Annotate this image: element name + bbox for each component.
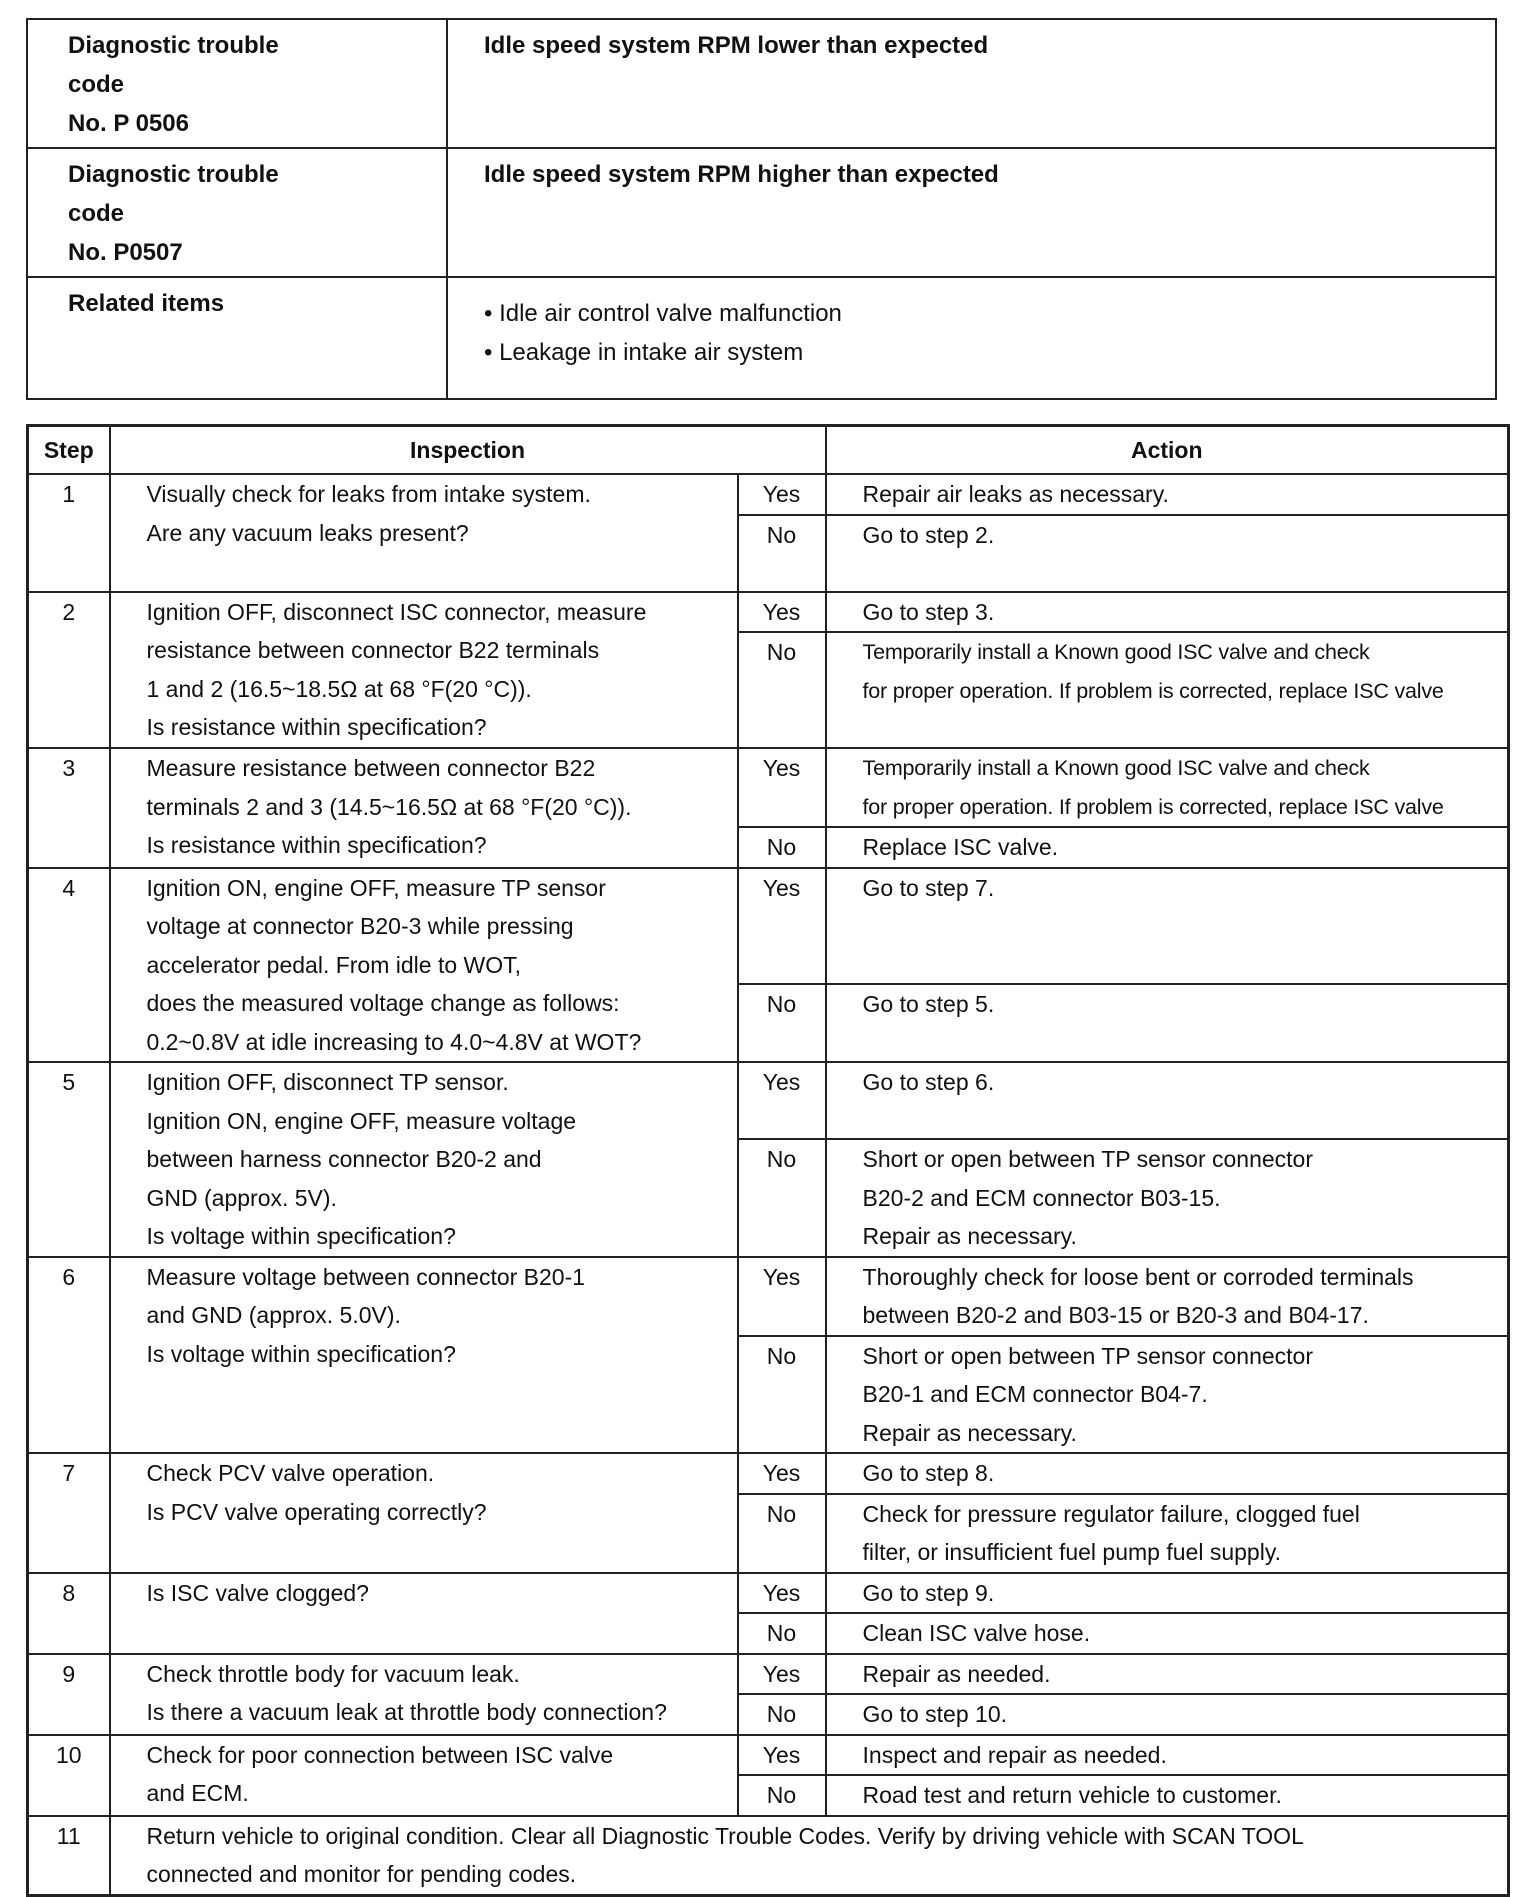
inspection-line: Is voltage within specification?	[146, 1223, 456, 1249]
step-number: 10	[28, 1735, 110, 1816]
no-action	[826, 1494, 1509, 1573]
inspection-line: Are any vacuum leaks present?	[146, 519, 469, 546]
action-line: Go to step 6.	[862, 1069, 995, 1095]
inspection-line: Check PCV valve operation.	[146, 1460, 435, 1486]
step-number: 9	[28, 1654, 110, 1735]
no-label: No	[738, 1775, 826, 1816]
inspection-line: Check for poor connection between ISC valve	[146, 1741, 614, 1768]
action-line: filter, or insufficient fuel pump fuel supply.	[862, 1539, 1281, 1565]
yes-action	[826, 1453, 1509, 1494]
inspection-line: Is resistance within specification?	[146, 714, 487, 740]
step-inspection	[110, 1654, 738, 1735]
yes-label: Yes	[738, 1062, 826, 1139]
step-row	[28, 1735, 1509, 1776]
inspection-line: Check throttle body for vacuum leak.	[146, 1660, 520, 1687]
step-inspection	[110, 1257, 738, 1454]
inspection-body	[28, 474, 1509, 1895]
step-inspection	[110, 1735, 738, 1816]
inspection-line: Measure resistance between connector B22	[146, 755, 596, 781]
dtc-code: No. P 0506	[68, 110, 189, 137]
related-items-list	[447, 277, 1496, 399]
dtc-description: Idle speed system RPM higher than expected	[447, 148, 1496, 277]
step-number: 8	[28, 1573, 110, 1654]
dtc-label	[27, 19, 447, 148]
dtc-info-table	[26, 18, 1497, 400]
yes-label: Yes	[738, 474, 826, 515]
action-line: Go to step 2.	[862, 521, 995, 548]
dtc-code: No. P0507	[68, 239, 183, 266]
inspection-line: Is ISC valve clogged?	[146, 1579, 369, 1606]
yes-action	[826, 1654, 1509, 1695]
no-label: No	[738, 1336, 826, 1454]
action-line: Short or open between TP sensor connector	[862, 1342, 1314, 1369]
inspection-line: terminals 2 and 3 (14.5~16.5Ω at 68 °F(20 °C)).	[146, 793, 632, 820]
action-line: Go to step 3.	[862, 598, 995, 625]
yes-action	[826, 1062, 1509, 1139]
inspection-line: Ignition OFF, disconnect TP sensor.	[146, 1069, 509, 1095]
step-row	[28, 1573, 1509, 1614]
action-line: Go to step 9.	[862, 1579, 995, 1606]
action-line: Go to step 8.	[862, 1460, 995, 1486]
step-row	[28, 1257, 1509, 1336]
action-line: B20-2 and ECM connector B03-15.	[862, 1184, 1221, 1211]
yes-action	[826, 1257, 1509, 1336]
step-inspection	[110, 748, 738, 868]
no-label: No	[738, 515, 826, 592]
step-inspection	[110, 592, 738, 749]
yes-action	[826, 1735, 1509, 1776]
related-items-row	[27, 277, 1496, 399]
inspection-line: voltage at connector B20-3 while pressing	[146, 913, 574, 939]
yes-label: Yes	[738, 1573, 826, 1614]
step-row	[28, 1453, 1509, 1494]
no-label: No	[738, 1694, 826, 1735]
yes-action	[826, 592, 1509, 633]
inspection-line: between harness connector B20-2 and	[146, 1146, 542, 1172]
step-number: 7	[28, 1453, 110, 1573]
action-line: Temporarily install a Known good ISC valve and check	[862, 756, 1370, 780]
action-line: between B20-2 and B03-15 or B20-3 and B04-17.	[862, 1302, 1369, 1328]
inspection-line: Ignition ON, engine OFF, measure voltage	[146, 1107, 577, 1134]
inspection-line: Is voltage within specification?	[146, 1340, 456, 1367]
step-row	[28, 474, 1509, 515]
step-number: 1	[28, 474, 110, 592]
final-step-text	[110, 1816, 1509, 1896]
inspection-line: does the measured voltage change as follows:	[146, 990, 620, 1016]
action-line: Repair as needed.	[862, 1660, 1051, 1687]
no-action	[826, 827, 1509, 868]
no-action	[826, 1139, 1509, 1257]
yes-action	[826, 748, 1509, 827]
yes-label: Yes	[738, 1654, 826, 1695]
action-line: for proper operation. If problem is corrected, replace ISC valve	[862, 678, 1444, 703]
no-action	[826, 632, 1509, 748]
no-action	[826, 984, 1509, 1062]
action-line: Replace ISC valve.	[862, 834, 1059, 860]
inspection-header-row	[28, 426, 1509, 475]
inspection-line: Is resistance within specification?	[146, 832, 487, 858]
action-line: Short or open between TP sensor connector	[862, 1146, 1314, 1172]
inspection-line: Measure voltage between connector B20-1	[146, 1263, 586, 1290]
yes-label: Yes	[738, 1453, 826, 1494]
no-action	[826, 515, 1509, 592]
final-step-row	[28, 1816, 1509, 1896]
step-inspection	[110, 868, 738, 1063]
inspection-line: Ignition OFF, disconnect ISC connector, measure	[146, 598, 647, 625]
inspection-line: and GND (approx. 5.0V).	[146, 1302, 401, 1328]
no-label: No	[738, 984, 826, 1062]
inspection-line: Visually check for leaks from intake system.	[146, 481, 591, 507]
inspection-line: Is PCV valve operating correctly?	[146, 1498, 487, 1525]
action-line: Go to step 5.	[862, 991, 995, 1018]
action-line: Repair air leaks as necessary.	[862, 481, 1169, 507]
action-line: Repair as necessary.	[862, 1223, 1077, 1249]
action-line: for proper operation. If problem is corrected, replace ISC valve	[862, 794, 1444, 819]
header-inspection: Inspection	[110, 426, 826, 475]
no-action	[826, 1775, 1509, 1816]
no-label: No	[738, 827, 826, 868]
header-step: Step	[28, 426, 110, 475]
action-line: Thoroughly check for loose bent or corroded terminals	[862, 1263, 1414, 1290]
dtc-description: Idle speed system RPM lower than expected	[447, 19, 1496, 148]
no-label: No	[738, 1613, 826, 1654]
step-row	[28, 868, 1509, 985]
step-number: 6	[28, 1257, 110, 1454]
no-label: No	[738, 1494, 826, 1573]
step-number: 2	[28, 592, 110, 749]
no-action	[826, 1336, 1509, 1454]
no-action	[826, 1694, 1509, 1735]
inspection-line: accelerator pedal. From idle to WOT,	[146, 951, 522, 978]
final-step-line: connected and monitor for pending codes.	[146, 1861, 577, 1887]
action-line: Road test and return vehicle to customer.	[862, 1782, 1282, 1808]
yes-label: Yes	[738, 868, 826, 985]
action-line: Temporarily install a Known good ISC valve and check	[862, 640, 1370, 664]
step-number: 11	[28, 1816, 110, 1896]
action-line: Inspect and repair as needed.	[862, 1741, 1167, 1768]
yes-action	[826, 474, 1509, 515]
related-item: • Idle air control valve malfunction	[484, 300, 842, 327]
step-number: 3	[28, 748, 110, 868]
dtc-row-p0506	[27, 19, 1496, 148]
no-label: No	[738, 1139, 826, 1257]
action-line: Go to step 10.	[862, 1701, 1007, 1727]
inspection-line: 0.2~0.8V at idle increasing to 4.0~4.8V at WOT?	[146, 1028, 642, 1055]
step-inspection	[110, 1573, 738, 1654]
yes-action	[826, 1573, 1509, 1614]
dtc-label	[27, 148, 447, 277]
no-action	[826, 1613, 1509, 1654]
step-row	[28, 1654, 1509, 1695]
dtc-label-line: Diagnostic trouble	[68, 161, 279, 188]
action-line: Clean ISC valve hose.	[862, 1620, 1091, 1646]
step-inspection	[110, 474, 738, 592]
inspection-table	[26, 424, 1510, 1897]
header-action: Action	[826, 426, 1509, 475]
yes-label: Yes	[738, 592, 826, 633]
step-inspection	[110, 1453, 738, 1573]
related-items-label: Related items	[27, 277, 447, 399]
step-number: 4	[28, 868, 110, 1063]
dtc-label-line: code	[68, 71, 125, 98]
inspection-line: Ignition ON, engine OFF, measure TP sensor	[146, 874, 606, 901]
dtc-row-p0507	[27, 148, 1496, 277]
action-line: Go to step 7.	[862, 874, 995, 901]
yes-label: Yes	[738, 1735, 826, 1776]
dtc-label-line: code	[68, 200, 125, 227]
step-row	[28, 1062, 1509, 1139]
yes-label: Yes	[738, 1257, 826, 1336]
action-line: Repair as necessary.	[862, 1419, 1077, 1446]
step-inspection	[110, 1062, 738, 1257]
inspection-line: and ECM.	[146, 1780, 249, 1806]
yes-action	[826, 868, 1509, 985]
action-line: Check for pressure regulator failure, clogged fuel	[862, 1500, 1360, 1527]
final-step-line: Return vehicle to original condition. Clear all Diagnostic Trouble Codes. Verify by driving vehicle with SCAN TOOL	[146, 1822, 1304, 1849]
step-row	[28, 748, 1509, 827]
no-label: No	[738, 632, 826, 748]
step-number: 5	[28, 1062, 110, 1257]
dtc-label-line: Diagnostic trouble	[68, 32, 279, 59]
yes-label: Yes	[738, 748, 826, 827]
step-row	[28, 592, 1509, 633]
action-line: B20-1 and ECM connector B04-7.	[862, 1381, 1208, 1407]
inspection-line: resistance between connector B22 terminals	[146, 637, 600, 663]
related-item: • Leakage in intake air system	[484, 339, 804, 366]
inspection-line: GND (approx. 5V).	[146, 1184, 337, 1211]
inspection-line: 1 and 2 (16.5~18.5Ω at 68 °F(20 °C)).	[146, 675, 532, 702]
inspection-line: Is there a vacuum leak at throttle body connection?	[146, 1699, 667, 1725]
